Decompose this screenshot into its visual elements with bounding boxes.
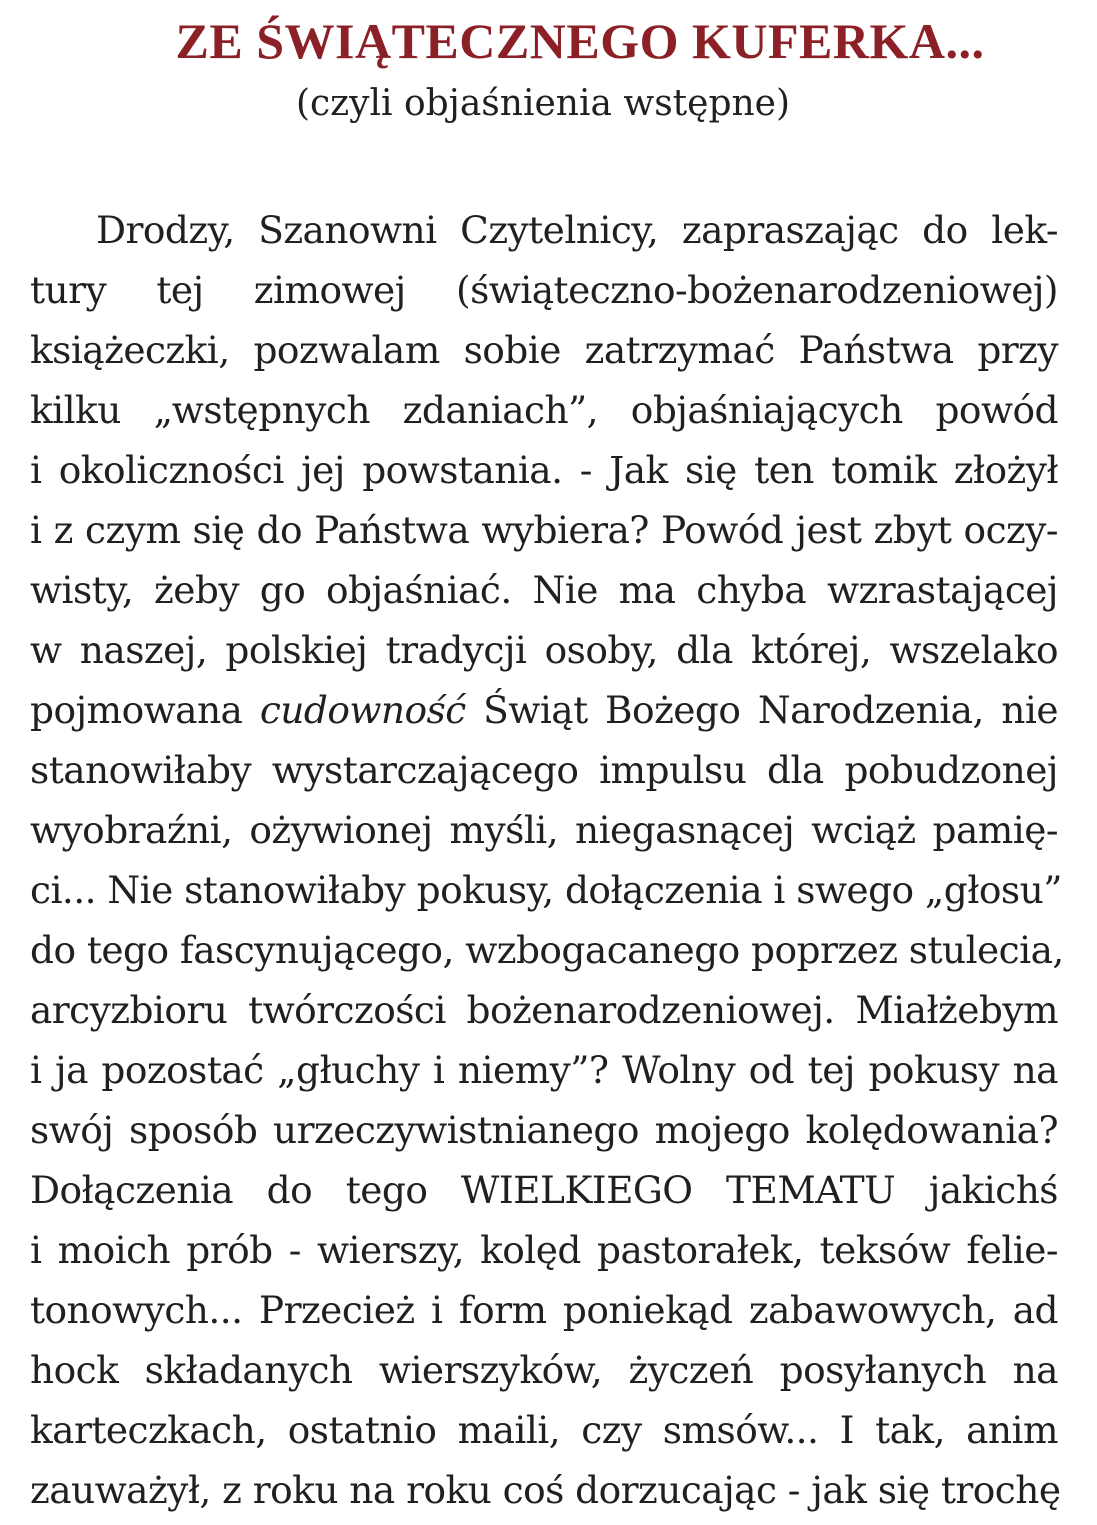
paragraph-line: i ja pozostać „głuchy i niemy”? Wolny od tej pokusy na: [30, 1048, 1058, 1092]
paragraph-line: swój sposób urzeczywistnianego mojego kolędowania?: [30, 1108, 1058, 1152]
paragraph-line: wisty, żeby go objaśniać. Nie ma chyba wzrastającej: [30, 568, 1058, 612]
line-text-before: pojmowana: [30, 688, 260, 732]
paragraph-line: i moich prób - wierszy, kolęd pastorałek, teksów felie-: [30, 1228, 1058, 1272]
paragraph-line: w naszej, polskiej tradycji osoby, dla której, wszelako: [30, 628, 1058, 672]
paragraph-line: do tego fascynującego, wzbogacanego poprzez stulecia,: [30, 928, 1064, 972]
paragraph-line: ci... Nie stanowiłaby pokusy, dołączenia i swego „głosu”: [30, 868, 1062, 912]
paragraph-line: hock składanych wierszyków, życzeń posyłanych na: [30, 1348, 1058, 1392]
paragraph-line: karteczkach, ostatnio maili, czy smsów... I tak, anim: [30, 1408, 1058, 1452]
paragraph-line: stanowiłaby wystarczającego impulsu dla pobudzonej: [30, 748, 1058, 792]
paragraph-line: książeczki, pozwalam sobie zatrzymać Państwa przy: [30, 328, 1058, 372]
paragraph-line: tury tej zimowej (świąteczno-bożenarodzeniowej): [30, 268, 1058, 312]
paragraph-line: i z czym się do Państwa wybiera? Powód jest zbyt oczy-: [30, 508, 1058, 552]
paragraph-line: zauważył, z roku na roku coś dorzucając - jak się trochę: [30, 1468, 1061, 1512]
body-paragraph: [30, 200, 1064, 1520]
paragraph-line: Drodzy, Szanowni Czytelnicy, zapraszając do lek-: [96, 208, 1058, 252]
paragraph-line: kilku „wstępnych zdaniach”, objaśniających powód: [30, 388, 1058, 432]
paragraph-line: arcyzbioru twórczości bożenarodzeniowej. Miałżebym: [30, 988, 1058, 1032]
paragraph-line-with-italic: [30, 680, 1058, 740]
page-title: ZE ŚWIĄTECZNEGO KUFERKA...: [175, 13, 985, 69]
paragraph-line: tonowych... Przecież i form poniekąd zabawowych, ad: [30, 1288, 1058, 1332]
page-subtitle: (czyli objaśnienia wstępne): [295, 83, 791, 124]
paragraph-line: i okoliczności jej powstania. - Jak się ten tomik złożył: [30, 448, 1058, 492]
italic-emphasis: cudowność: [259, 688, 466, 732]
paragraph-line: wyobraźni, ożywionej myśli, niegasnącej wciąż pamię-: [30, 808, 1058, 852]
line-text-after: Świąt Bożego Narodzenia, nie: [465, 688, 1058, 732]
paragraph-line: Dołączenia do tego WIELKIEGO TEMATU jakichś: [30, 1168, 1058, 1212]
